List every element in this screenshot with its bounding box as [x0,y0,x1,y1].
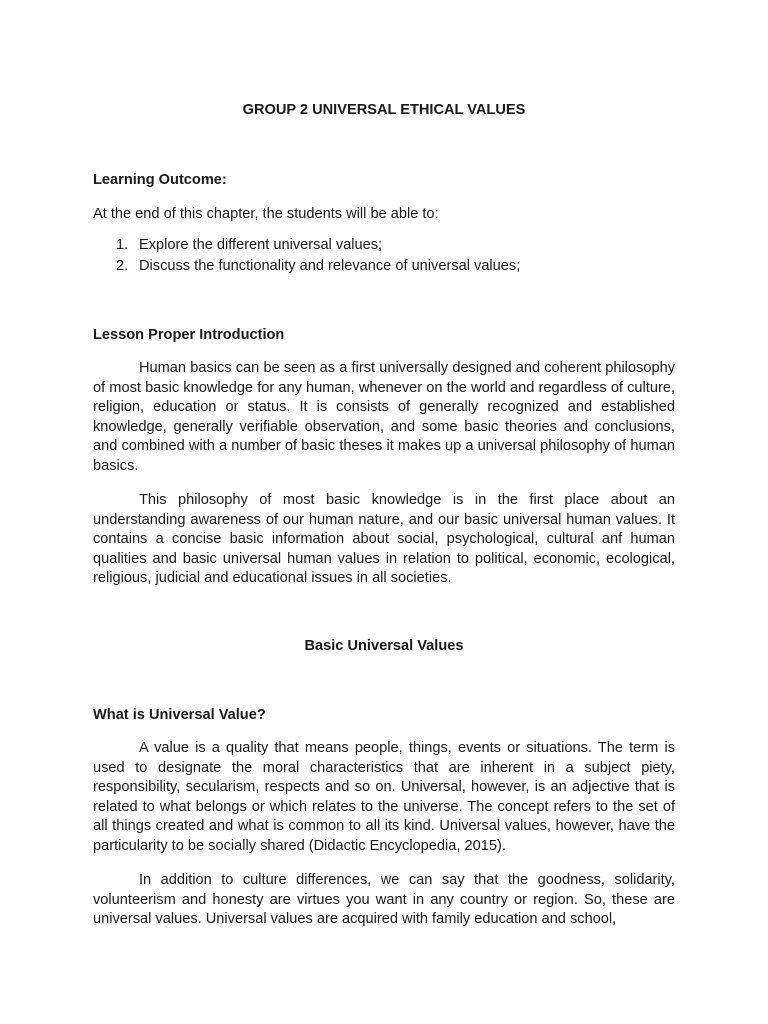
lesson-heading: Lesson Proper Introduction [93,327,285,343]
basic-values-heading: Basic Universal Values [304,638,464,654]
list-item-number: 2. [116,257,129,274]
list-item-number: 1. [116,237,129,253]
document-title: GROUP 2 UNIVERSAL ETHICAL VALUES [242,102,526,118]
list-item [93,257,520,278]
lesson-paragraph-1: Human basics can be seen as a first universally designed and coherent philosophy of most basic knowledge for any human, whenever on the world and regardless of culture, religion, education or status. It is consists of generally recognized and established knowledge, generally verifiable observation, and some basic theories and conclusions, and combined with a number of basic theses it makes up a universal philosophy of human basics. [93,360,675,474]
learning-outcome-intro: At the end of this chapter, the students will be able to: [93,206,439,222]
list-item-text: Explore the different universal values; [139,237,383,253]
learning-outcome-list [93,236,520,277]
universal-value-heading: What is Universal Value? [93,707,266,723]
learning-outcome-heading: Learning Outcome: [93,172,227,188]
universal-value-paragraph-1: A value is a quality that means people, things, events or situations. The term is used to designate the moral characteristics that are inherent in a subject piety, responsibility, secularism, respects and so on. Universal, however, is an adjective that is related to what belongs or which relates to the universe. The concept refers to the set of all things created and what is common to all its kind. Universal values, however, have the particularity to be socially shared (Didactic Encyclopedia, 2015). [93,740,675,854]
list-item-text: Discuss the functionality and relevance of universal values; [139,257,521,274]
lesson-paragraph-2: This philosophy of most basic knowledge is in the first place about an understanding awareness of our human nature, and our basic universal human values. It contains a concise basic information about social, psychological, cultural anf human qualities and basic universal human values in relation to political, economic, ecological, religious, judicial and educational issues in all societies. [93,492,675,586]
universal-value-paragraph-2: In addition to culture differences, we can say that the goodness, solidarity, volunteerism and honesty are virtues you want in any country or region. So, these are universal values. Universal values are acquired with family education and school, [93,872,675,927]
list-item [93,236,520,257]
